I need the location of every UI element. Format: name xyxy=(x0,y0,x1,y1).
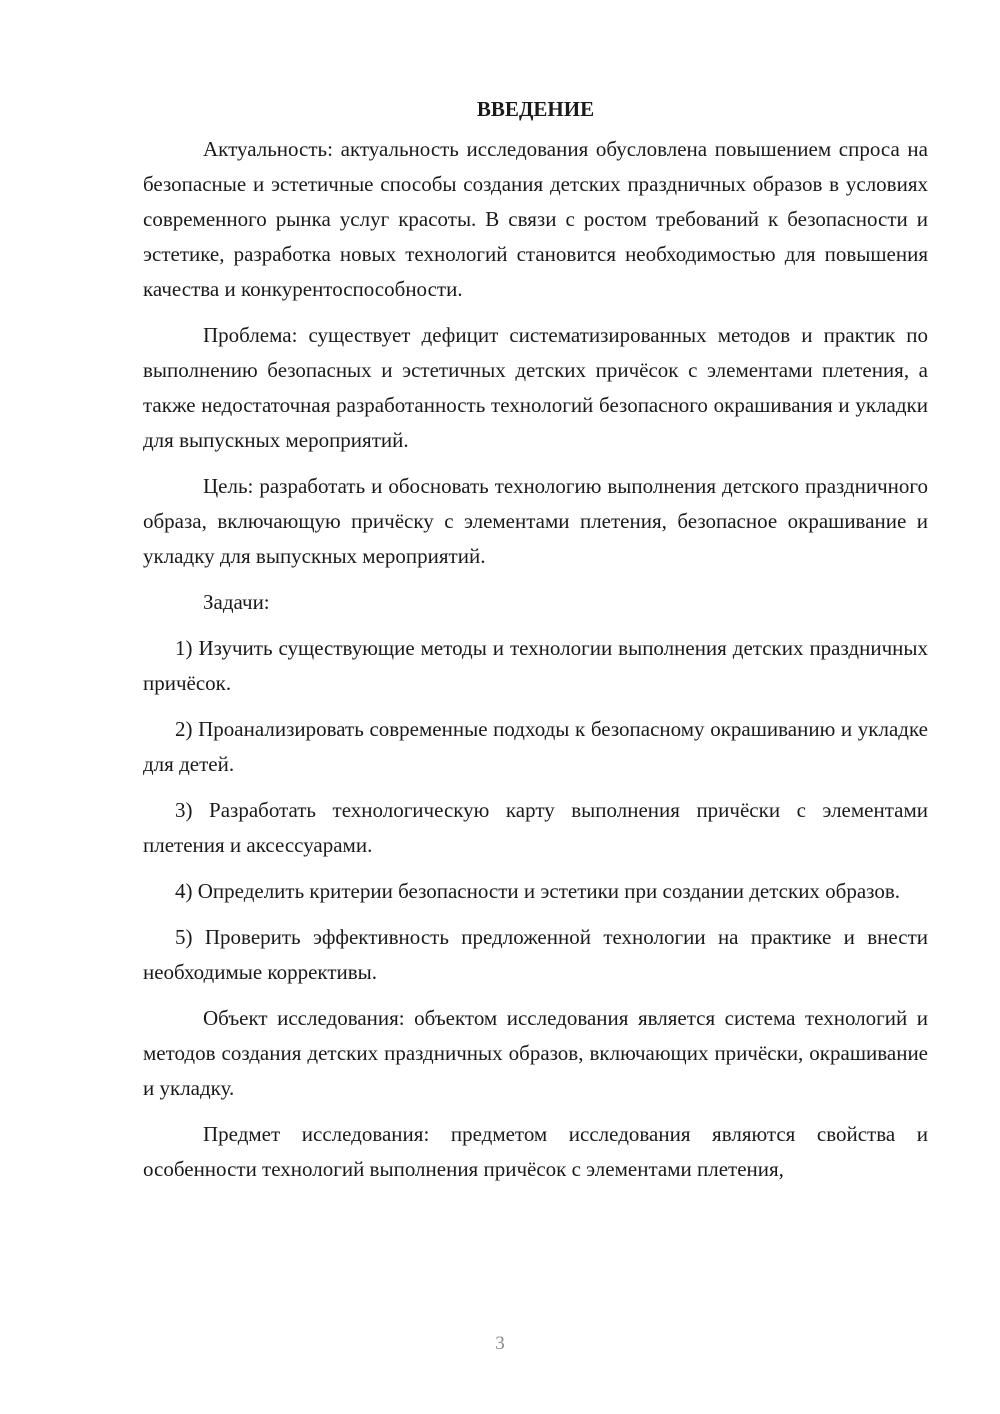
document-page xyxy=(143,92,928,1187)
task-item-5: 5) Проверить эффективность предложенной технологии на практике и внести необходимые коррективы. xyxy=(143,925,928,984)
tasks-label: Задачи: xyxy=(203,590,270,614)
task-item-3: 3) Разработать технологическую карту выполнения причёски с элементами плетения и аксессуарами. xyxy=(143,798,928,857)
subject-paragraph: Предмет исследования: предметом исследования являются свойства и особенности технологий выполнения причёсок с элементами плетения, xyxy=(143,1122,928,1181)
goal-paragraph: Цель: разработать и обосновать технологию выполнения детского праздничного образа, включающую причёску с элементами плетения, безопасное окрашивание и укладку для выпускных мероприятий. xyxy=(143,474,928,568)
task-item-2: 2) Проанализировать современные подходы к безопасному окрашиванию и укладке для детей. xyxy=(143,717,928,776)
relevance-paragraph: Актуальность: актуальность исследования обусловлена повышением спроса на безопасные и эстетичные способы создания детских праздничных образов в условиях современного рынка услуг красоты. В связи с ростом требований к безопасности и эстетике, разработка новых технологий становится необходимостью для повышения качества и конкурентоспособности. xyxy=(143,137,928,301)
object-paragraph: Объект исследования: объектом исследования является система технологий и методов создания детских праздничных образов, включающих причёски, окрашивание и укладку. xyxy=(143,1006,928,1100)
task-item-4: 4) Определить критерии безопасности и эстетики при создании детских образов. xyxy=(175,879,901,903)
problem-paragraph: Проблема: существует дефицит систематизированных методов и практик по выполнению безопасных и эстетичных детских причёсок с элементами плетения, а также недостаточная разработанность технологий безопасного окрашивания и укладки для выпускных мероприятий. xyxy=(143,323,928,452)
task-item-1: 1) Изучить существующие методы и технологии выполнения детских праздничных причёсок. xyxy=(143,636,928,695)
section-title: ВВЕДЕНИЕ xyxy=(476,97,595,121)
page-number: 3 xyxy=(495,1333,505,1354)
